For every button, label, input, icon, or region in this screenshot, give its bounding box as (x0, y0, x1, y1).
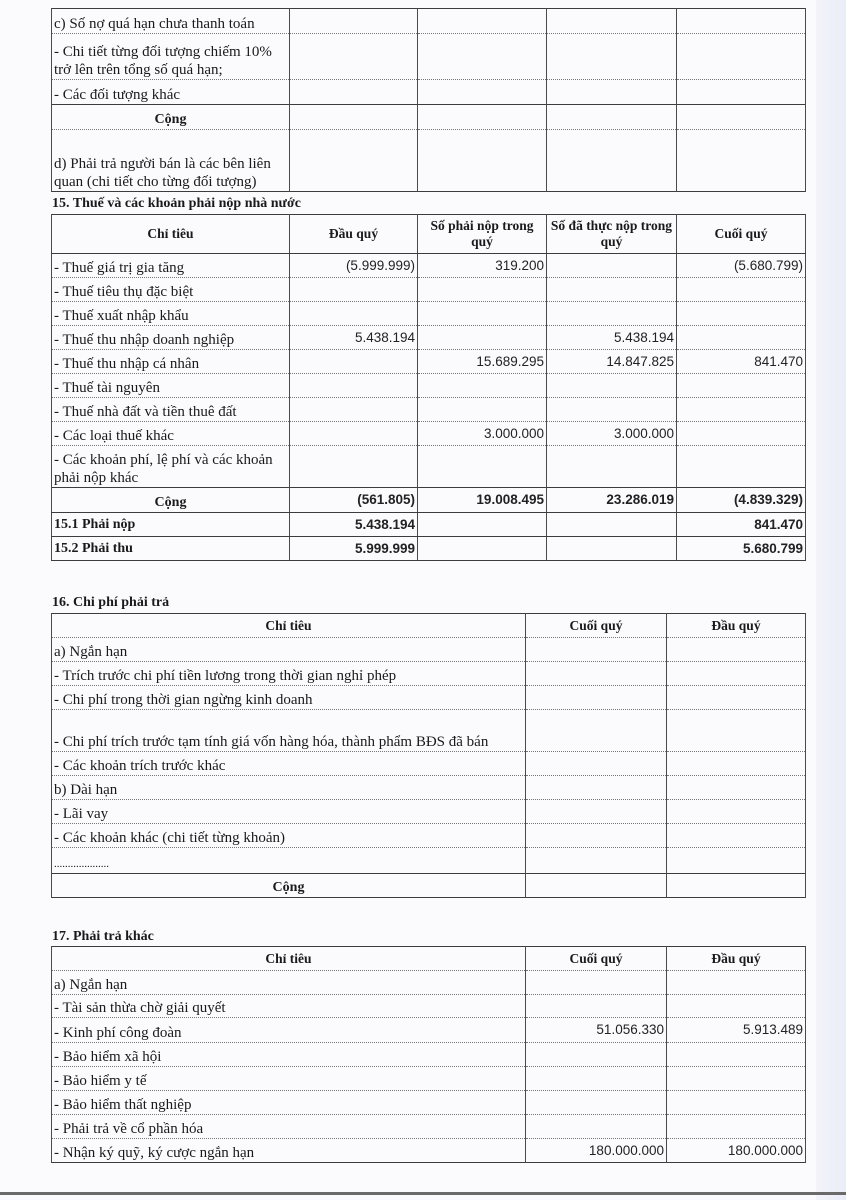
header-dau-quy: Đầu quý (290, 215, 418, 254)
cuoi-quy-value (526, 686, 667, 710)
dau-quy-value: 5.913.489 (667, 1018, 806, 1043)
table-row (52, 398, 806, 422)
table-header (52, 947, 806, 971)
table-row (52, 80, 806, 105)
row-label: - Các đối tượng khác (52, 80, 290, 105)
da-nop-value (547, 302, 677, 326)
phai-nop-value: 15.689.295 (418, 350, 547, 374)
dau-quy-value (667, 776, 806, 800)
header-cuoi-quy: Cuối quý (677, 215, 806, 254)
da-nop-value (547, 374, 677, 398)
table-row (52, 302, 806, 326)
table-row (52, 686, 806, 710)
phai-nop-value: 3.000.000 (418, 422, 547, 446)
cuoi-quy-value (677, 278, 806, 302)
row-label: - Các khoản trích trước khác (52, 752, 526, 776)
table-row (52, 446, 806, 488)
table-row (52, 1115, 806, 1139)
table-row (52, 800, 806, 824)
table-row (52, 278, 806, 302)
header-chi-tieu: Chỉ tiêu (52, 614, 526, 638)
row-label: - Thuế nhà đất và tiền thuê đất (52, 398, 290, 422)
table-row (52, 422, 806, 446)
phai-nop-value (418, 302, 547, 326)
table-row (52, 824, 806, 848)
table-header (52, 215, 806, 254)
row-label: c) Số nợ quá hạn chưa thanh toán (52, 9, 290, 34)
dau-quy-value (290, 278, 418, 302)
cuoi-quy-value (526, 800, 667, 824)
total-row (52, 874, 806, 898)
total-dau-quy (667, 874, 806, 898)
total-row (52, 488, 806, 513)
dau-quy-value (290, 374, 418, 398)
dau-quy-value (667, 1115, 806, 1139)
dau-quy-value (290, 302, 418, 326)
row-label: - Bảo hiểm xã hội (52, 1043, 526, 1067)
table-17-other-payables (51, 946, 806, 1163)
row-label: - Bảo hiểm thất nghiệp (52, 1091, 526, 1115)
row-label: b) Dài hạn (52, 776, 526, 800)
row-label: - Nhận ký quỹ, ký cược ngắn hạn (52, 1139, 526, 1163)
dau-quy-value (667, 1091, 806, 1115)
header-cuoi-quy: Cuối quý (526, 947, 667, 971)
cuoi-quy-value (677, 446, 806, 488)
dau-quy-value (667, 1067, 806, 1091)
table-row (52, 1018, 806, 1043)
dau-quy-value (667, 662, 806, 686)
table-row (52, 130, 806, 192)
cuoi-quy-value (526, 995, 667, 1018)
dau-quy-value (290, 398, 418, 422)
phai-thu-cuoi-quy: 5.680.799 (677, 537, 806, 561)
table-row (52, 34, 806, 80)
table-row (52, 254, 806, 278)
row-label: - Chi phí trong thời gian ngừng kinh doanh (52, 686, 526, 710)
table-header (52, 614, 806, 638)
scan-bottom-edge (0, 1192, 846, 1195)
dau-quy-value (667, 824, 806, 848)
dau-quy-value (667, 971, 806, 995)
header-chi-tieu: Chỉ tiêu (52, 947, 526, 971)
table-row (52, 971, 806, 995)
phai-thu-row (52, 537, 806, 561)
row-label: a) Ngắn hạn (52, 638, 526, 662)
dau-quy-value (667, 995, 806, 1018)
total-label: Cộng (52, 105, 290, 130)
table-row (52, 662, 806, 686)
header-cuoi-quy: Cuối quý (526, 614, 667, 638)
row-label: - Các khoản khác (chi tiết từng khoản) (52, 824, 526, 848)
row-label: - Chi phí trích trước tạm tính giá vốn hàng hóa, thành phẩm BĐS đã bán (52, 710, 526, 752)
phai-nop-value (418, 374, 547, 398)
phai-nop-value (418, 326, 547, 350)
cuoi-quy-value (677, 326, 806, 350)
dau-quy-value (667, 710, 806, 752)
dau-quy-value: 180.000.000 (667, 1139, 806, 1163)
total-row (52, 105, 806, 130)
dau-quy-value (290, 446, 418, 488)
phai-nop-value (418, 398, 547, 422)
total-phai-nop: 19.008.495 (418, 488, 547, 513)
row-label: - Trích trước chi phí tiền lương trong thời gian nghỉ phép (52, 662, 526, 686)
dau-quy-value: (5.999.999) (290, 254, 418, 278)
row-label: - Thuế tiêu thụ đặc biệt (52, 278, 290, 302)
cuoi-quy-value (526, 1091, 667, 1115)
row-label: - Chi tiết từng đối tượng chiếm 10% trở lên trên tổng số quá hạn; (52, 34, 290, 80)
total-label: Cộng (52, 874, 526, 898)
dau-quy-value (667, 1043, 806, 1067)
row-label: - Thuế xuất nhập khẩu (52, 302, 290, 326)
cuoi-quy-value: 51.056.330 (526, 1018, 667, 1043)
cuoi-quy-value (677, 374, 806, 398)
section-15-title: 15. Thuế và các khoản phải nộp nhà nước (52, 196, 301, 211)
cuoi-quy-value: 841.470 (677, 350, 806, 374)
phai-nop-value: 319.200 (418, 254, 547, 278)
dau-quy-value (667, 848, 806, 874)
dau-quy-value: 5.438.194 (290, 326, 418, 350)
cuoi-quy-value (526, 971, 667, 995)
da-nop-value (547, 278, 677, 302)
phai-nop-dau-quy: 5.438.194 (290, 513, 418, 537)
cuoi-quy-value (526, 638, 667, 662)
da-nop-value: 5.438.194 (547, 326, 677, 350)
cuoi-quy-value: 180.000.000 (526, 1139, 667, 1163)
phai-thu-dau-quy: 5.999.999 (290, 537, 418, 561)
table-row (52, 1091, 806, 1115)
row-label: d) Phải trả người bán là các bên liên quan (chi tiết cho từng đối tượng) (52, 130, 290, 192)
row-label: - Thuế thu nhập cá nhân (52, 350, 290, 374)
total-cuoi-quy (526, 874, 667, 898)
scan-edge-strip (816, 0, 846, 1200)
phai-thu-label: 15.2 Phải thu (52, 537, 290, 561)
total-cuoi-quy: (4.839.329) (677, 488, 806, 513)
cuoi-quy-value (526, 1043, 667, 1067)
row-label: - Các loại thuế khác (52, 422, 290, 446)
dau-quy-value (667, 638, 806, 662)
header-da-nop: Số đã thực nộp trong quý (547, 215, 677, 254)
cuoi-quy-value (526, 710, 667, 752)
da-nop-value (547, 446, 677, 488)
table-row (52, 350, 806, 374)
table-row (52, 9, 806, 34)
phai-nop-row (52, 513, 806, 537)
row-label: - Thuế giá trị gia tăng (52, 254, 290, 278)
cuoi-quy-value (677, 398, 806, 422)
row-label: - Kinh phí công đoàn (52, 1018, 526, 1043)
cuoi-quy-value (526, 824, 667, 848)
table-row (52, 710, 806, 752)
total-dau-quy: (561.805) (290, 488, 418, 513)
table-row (52, 1043, 806, 1067)
phai-nop-value (418, 278, 547, 302)
table-16-accrued-expenses (51, 613, 806, 898)
cuoi-quy-value (526, 1115, 667, 1139)
phai-nop-value (418, 446, 547, 488)
row-label: - Thuế tài nguyên (52, 374, 290, 398)
header-dau-quy: Đầu quý (667, 947, 806, 971)
cuoi-quy-value (677, 302, 806, 326)
row-label: - Lãi vay (52, 800, 526, 824)
da-nop-value (547, 254, 677, 278)
table-row (52, 638, 806, 662)
total-label: Cộng (52, 488, 290, 513)
dau-quy-value (667, 800, 806, 824)
row-label: - Tài sản thừa chờ giải quyết (52, 995, 526, 1018)
dau-quy-value (667, 752, 806, 776)
row-label: - Các khoản phí, lệ phí và các khoản phải nộp khác (52, 446, 290, 488)
table-row (52, 374, 806, 398)
table-row (52, 1067, 806, 1091)
row-label: a) Ngắn hạn (52, 971, 526, 995)
dau-quy-value (290, 350, 418, 374)
table-row (52, 752, 806, 776)
da-nop-value: 14.847.825 (547, 350, 677, 374)
da-nop-value: 3.000.000 (547, 422, 677, 446)
table-row (52, 1139, 806, 1163)
dau-quy-value (667, 686, 806, 710)
dau-quy-value (290, 422, 418, 446)
section-17-title: 17. Phải trả khác (52, 929, 154, 944)
header-chi-tieu: Chỉ tiêu (52, 215, 290, 254)
header-dau-quy: Đầu quý (667, 614, 806, 638)
section-16-title: 16. Chi phí phải trả (52, 595, 170, 610)
row-label: - Phải trả về cổ phần hóa (52, 1115, 526, 1139)
cuoi-quy-value: (5.680.799) (677, 254, 806, 278)
header-phai-nop: Số phải nộp trong quý (418, 215, 547, 254)
row-label: - Bảo hiểm y tế (52, 1067, 526, 1091)
da-nop-value (547, 398, 677, 422)
table-row (52, 995, 806, 1018)
cuoi-quy-value (526, 848, 667, 874)
table-row (52, 326, 806, 350)
table-row (52, 848, 806, 874)
cuoi-quy-value (526, 752, 667, 776)
cuoi-quy-value (526, 662, 667, 686)
cuoi-quy-value (526, 1067, 667, 1091)
table-14-continuation (51, 8, 806, 192)
cuoi-quy-value (526, 776, 667, 800)
phai-nop-label: 15.1 Phải nộp (52, 513, 290, 537)
table-row (52, 776, 806, 800)
row-label: - Thuế thu nhập doanh nghiệp (52, 326, 290, 350)
total-da-nop: 23.286.019 (547, 488, 677, 513)
table-15-taxes (51, 214, 806, 561)
phai-nop-cuoi-quy: 841.470 (677, 513, 806, 537)
cuoi-quy-value (677, 422, 806, 446)
row-label: .................... (52, 848, 526, 874)
